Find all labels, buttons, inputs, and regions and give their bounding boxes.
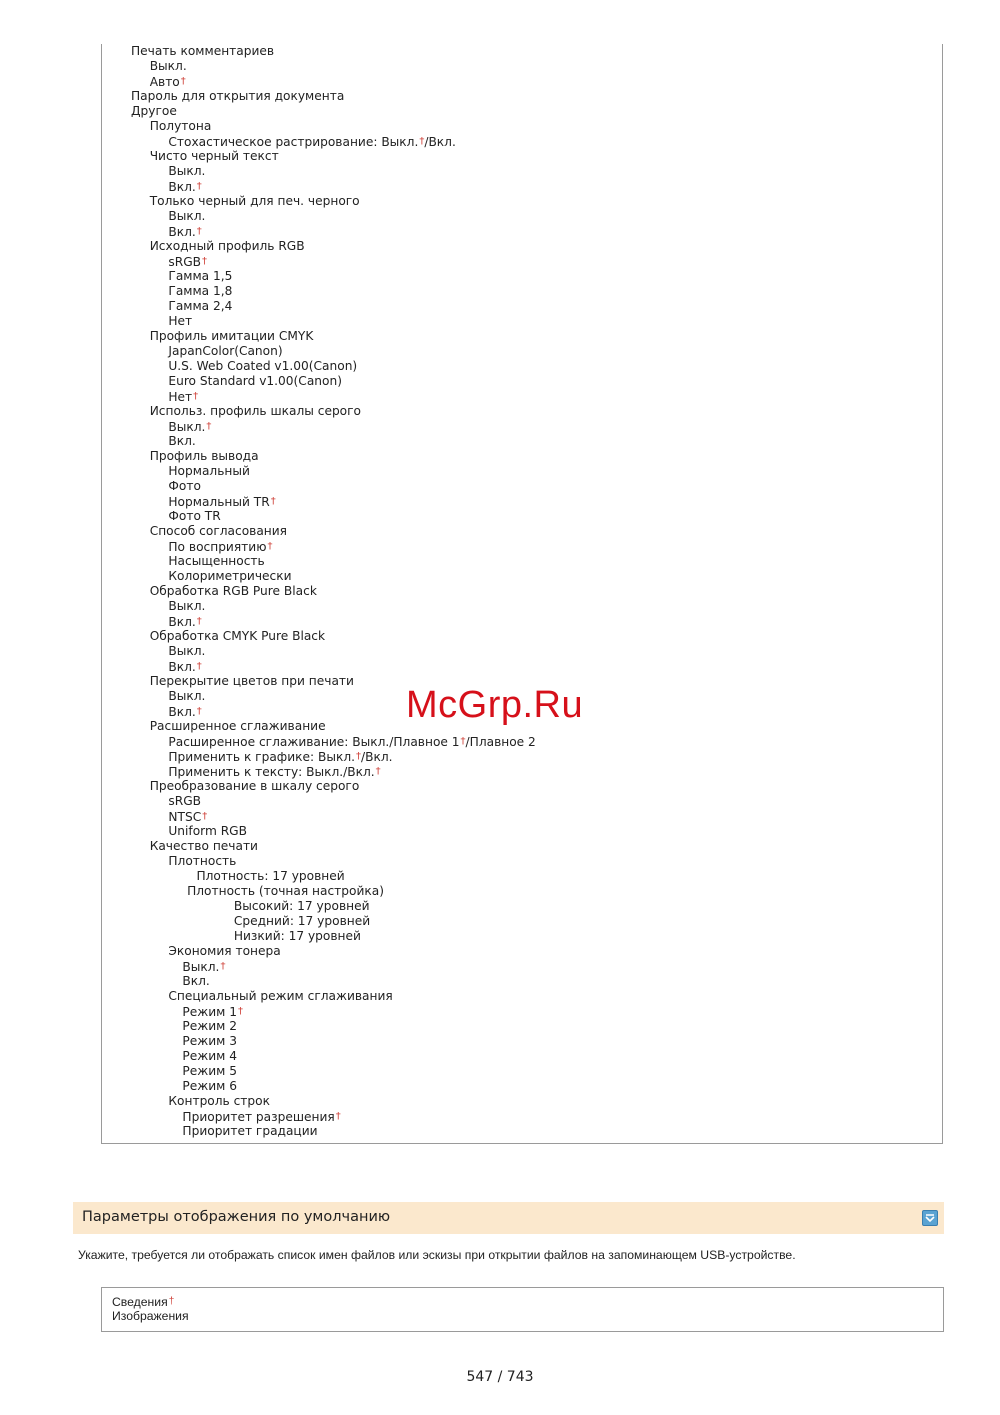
tree-item-label: Гамма 1,8 (168, 284, 233, 298)
default-dagger-icon: † (270, 496, 276, 507)
tree-item (182, 1004, 243, 1020)
tree-item-label: Чисто черный текст (149, 149, 279, 163)
tree-item (187, 884, 384, 899)
tree-item-label: Качество печати (149, 839, 258, 853)
tree-item (168, 314, 192, 329)
tree-item-label: Вкл. (168, 180, 196, 194)
tree-item (150, 779, 360, 794)
tree-item (168, 989, 392, 1004)
tree-item-label: Печать комментариев (131, 44, 275, 58)
tree-item (150, 449, 259, 464)
tree-item-label: Вкл. (168, 434, 196, 448)
tree-item (168, 554, 264, 569)
tree-item-label: Расширенное сглаживание: Выкл./Плавное 1†/Плавное 2 (168, 735, 536, 749)
settings-tree-box (101, 44, 943, 1144)
default-dagger-icon: † (180, 76, 186, 87)
tree-item (168, 809, 207, 825)
tree-item-label: Выкл. (168, 420, 206, 434)
tree-item-label: Исходный профиль RGB (149, 239, 305, 253)
option-item (112, 1294, 174, 1310)
tree-item (182, 1064, 237, 1079)
tree-item-label: Средний: 17 уровней (233, 914, 371, 928)
tree-item-label: Специальный режим сглаживания (168, 989, 393, 1003)
tree-item-label: Вкл. (168, 705, 196, 719)
tree-item-label: NTSC (168, 810, 202, 824)
tree-item-label: Нет (168, 314, 193, 328)
tree-item (150, 839, 258, 854)
tree-item (168, 344, 282, 359)
tree-item-label: sRGB (168, 255, 202, 269)
tree-item-label: По восприятию (168, 540, 267, 554)
tree-item-label: Пароль для открытия документа (131, 89, 345, 103)
tree-item (150, 74, 186, 90)
tree-item (168, 254, 207, 270)
default-dagger-icon: † (202, 811, 208, 822)
tree-item-label: Перекрытие цветов при печати (149, 674, 354, 688)
tree-item (168, 764, 380, 780)
default-dagger-icon: † (193, 391, 199, 402)
tree-item (168, 644, 205, 659)
default-dagger-icon: † (196, 616, 202, 627)
default-dagger-icon: † (419, 136, 425, 147)
tree-item-label: Режим 1 (182, 1005, 237, 1019)
tree-item-label: Вкл. (182, 974, 210, 988)
tree-item-label: Выкл. (168, 644, 206, 658)
tree-item-label: Режим 5 (182, 1064, 237, 1078)
tree-item-label: Нормальный (168, 464, 250, 478)
tree-item-label: Приоритет разрешения (182, 1110, 335, 1124)
tree-item (150, 59, 187, 74)
tree-item (150, 584, 317, 599)
tree-item-label: Профиль имитации CMYK (149, 329, 314, 343)
tree-item (168, 569, 291, 584)
tree-item (168, 179, 201, 195)
tree-item-label: Колориметрически (168, 569, 292, 583)
tree-item-label: Фото TR (168, 509, 221, 523)
tree-item (168, 134, 455, 150)
tree-item (131, 104, 177, 119)
tree-item (168, 389, 198, 405)
tree-item (168, 614, 201, 630)
display-options-box (101, 1287, 944, 1332)
tree-item (168, 464, 250, 479)
tree-item (150, 149, 279, 164)
tree-item (131, 89, 344, 104)
tree-item (168, 824, 247, 839)
option-item (112, 1309, 189, 1324)
tree-item-label: Выкл. (168, 164, 206, 178)
tree-item-label: Обработка RGB Pure Black (149, 584, 317, 598)
default-dagger-icon: † (196, 181, 202, 192)
tree-item (234, 929, 361, 944)
option-label: Сведения (112, 1295, 168, 1309)
section-title: Параметры отображения по умолчанию (82, 1209, 391, 1225)
default-dagger-icon: † (196, 706, 202, 717)
tree-item (168, 299, 232, 314)
tree-item-label: Способ согласования (149, 524, 288, 538)
tree-item-label: Стохастическое растрирование: Выкл.†/Вкл. (168, 135, 456, 149)
section-header[interactable] (73, 1202, 944, 1234)
page-number: 547 / 743 (466, 1369, 534, 1385)
tree-item (182, 1079, 237, 1094)
default-dagger-icon: † (375, 766, 381, 777)
default-dagger-icon: † (196, 226, 202, 237)
tree-item (168, 374, 342, 389)
collapse-arrow-icon[interactable] (922, 1210, 938, 1226)
tree-item (182, 1019, 237, 1034)
tree-item (168, 944, 280, 959)
section-description: Укажите, требуется ли отображать список имен файлов или эскизы при открытии файлов на запоминающем USB-устройстве. (78, 1248, 796, 1262)
tree-item-label: Профиль вывода (149, 449, 259, 463)
tree-item (168, 689, 205, 704)
tree-item-label: Высокий: 17 уровней (233, 899, 370, 913)
tree-item-label: Применить к графике: Выкл.†/Вкл. (168, 750, 393, 764)
tree-item-label: Экономия тонера (168, 944, 281, 958)
tree-item-label: Приоритет градации (182, 1124, 318, 1138)
default-dagger-icon: † (206, 421, 212, 432)
tree-item (150, 119, 212, 134)
tree-item (150, 629, 325, 644)
tree-item-label: Обработка CMYK Pure Black (149, 629, 326, 643)
tree-item-label: Применить к тексту: Выкл./Вкл. (168, 765, 375, 779)
tree-item (182, 1049, 237, 1064)
tree-item-label: Контроль строк (168, 1094, 270, 1108)
tree-item (168, 734, 535, 750)
tree-item (168, 164, 205, 179)
tree-item (168, 269, 232, 284)
tree-item (168, 509, 220, 524)
tree-item-label: Плотность (168, 854, 237, 868)
default-dagger-icon: † (355, 751, 361, 762)
tree-item-label: Uniform RGB (168, 824, 247, 838)
tree-item (168, 704, 201, 720)
tree-item-label: Только черный для печ. черного (149, 194, 360, 208)
tree-item-label: Насыщенность (168, 554, 265, 568)
tree-item-label: Выкл. (182, 960, 220, 974)
tree-item (182, 1124, 317, 1139)
tree-item-label: Режим 4 (182, 1049, 237, 1063)
tree-item (168, 359, 357, 374)
tree-item (150, 194, 360, 209)
tree-item (150, 719, 326, 734)
tree-item (168, 794, 201, 809)
tree-item-label: Режим 2 (182, 1019, 237, 1033)
tree-item-label: Гамма 2,4 (168, 299, 233, 313)
tree-item (234, 914, 370, 929)
tree-item-label: Гамма 1,5 (168, 269, 233, 283)
tree-item (150, 674, 354, 689)
tree-item (196, 869, 344, 884)
option-label: Изображения (112, 1309, 189, 1323)
watermark-text: McGrp.Ru (406, 684, 584, 726)
tree-item-label: Вкл. (168, 225, 196, 239)
default-dagger-icon: † (168, 1296, 175, 1307)
tree-item (168, 854, 236, 869)
tree-item (150, 524, 287, 539)
tree-item-label: Выкл. (168, 689, 206, 703)
tree-item (182, 974, 209, 989)
tree-item-label: Режим 3 (182, 1034, 237, 1048)
tree-item (150, 239, 305, 254)
tree-item-label: Низкий: 17 уровней (233, 929, 361, 943)
tree-item (168, 479, 201, 494)
tree-item (168, 434, 195, 449)
tree-item (168, 1094, 270, 1109)
tree-item-label: Полутона (149, 119, 212, 133)
tree-item (168, 209, 205, 224)
tree-item (150, 404, 361, 419)
tree-item-label: sRGB (168, 794, 202, 808)
tree-item (168, 494, 275, 510)
tree-item-label: Режим 6 (182, 1079, 237, 1093)
tree-item (168, 749, 392, 765)
tree-item (182, 1034, 237, 1049)
tree-item-label: Нет (168, 390, 193, 404)
tree-item (168, 224, 201, 240)
tree-item (131, 44, 274, 59)
default-dagger-icon: † (460, 736, 466, 747)
tree-item-label: Нормальный TR (168, 495, 270, 509)
tree-item-label: Расширенное сглаживание (149, 719, 326, 733)
tree-item (168, 284, 232, 299)
tree-item-label: Фото (168, 479, 201, 493)
default-dagger-icon: † (202, 256, 208, 267)
tree-item (182, 959, 225, 975)
tree-item (234, 899, 370, 914)
tree-item (168, 419, 211, 435)
tree-item (168, 659, 201, 675)
tree-item-label: Выкл. (149, 59, 187, 73)
tree-item-label: Выкл. (168, 209, 206, 223)
tree-item-label: Плотность (точная настройка) (187, 884, 384, 898)
tree-item-label: Выкл. (168, 599, 206, 613)
default-dagger-icon: † (238, 1006, 243, 1017)
tree-item (150, 329, 314, 344)
tree-item (168, 599, 205, 614)
default-dagger-icon: † (335, 1111, 341, 1122)
tree-item-label: Вкл. (168, 660, 196, 674)
default-dagger-icon: † (196, 661, 202, 672)
tree-item-label: Преобразование в шкалу серого (149, 779, 360, 793)
tree-item-label: Авто (149, 75, 180, 89)
tree-item (168, 539, 272, 555)
tree-item-label: U.S. Web Coated v1.00(Canon) (168, 359, 358, 373)
default-dagger-icon: † (220, 961, 226, 972)
tree-item-label: Использ. профиль шкалы серого (149, 404, 361, 418)
tree-item-label: JapanColor(Canon) (168, 344, 283, 358)
tree-item (182, 1109, 340, 1125)
tree-item-label: Euro Standard v1.00(Canon) (168, 374, 342, 388)
default-dagger-icon: † (267, 541, 273, 552)
tree-item-label: Плотность: 17 уровней (196, 869, 345, 883)
tree-item-label: Другое (131, 104, 177, 118)
tree-item-label: Вкл. (168, 615, 196, 629)
